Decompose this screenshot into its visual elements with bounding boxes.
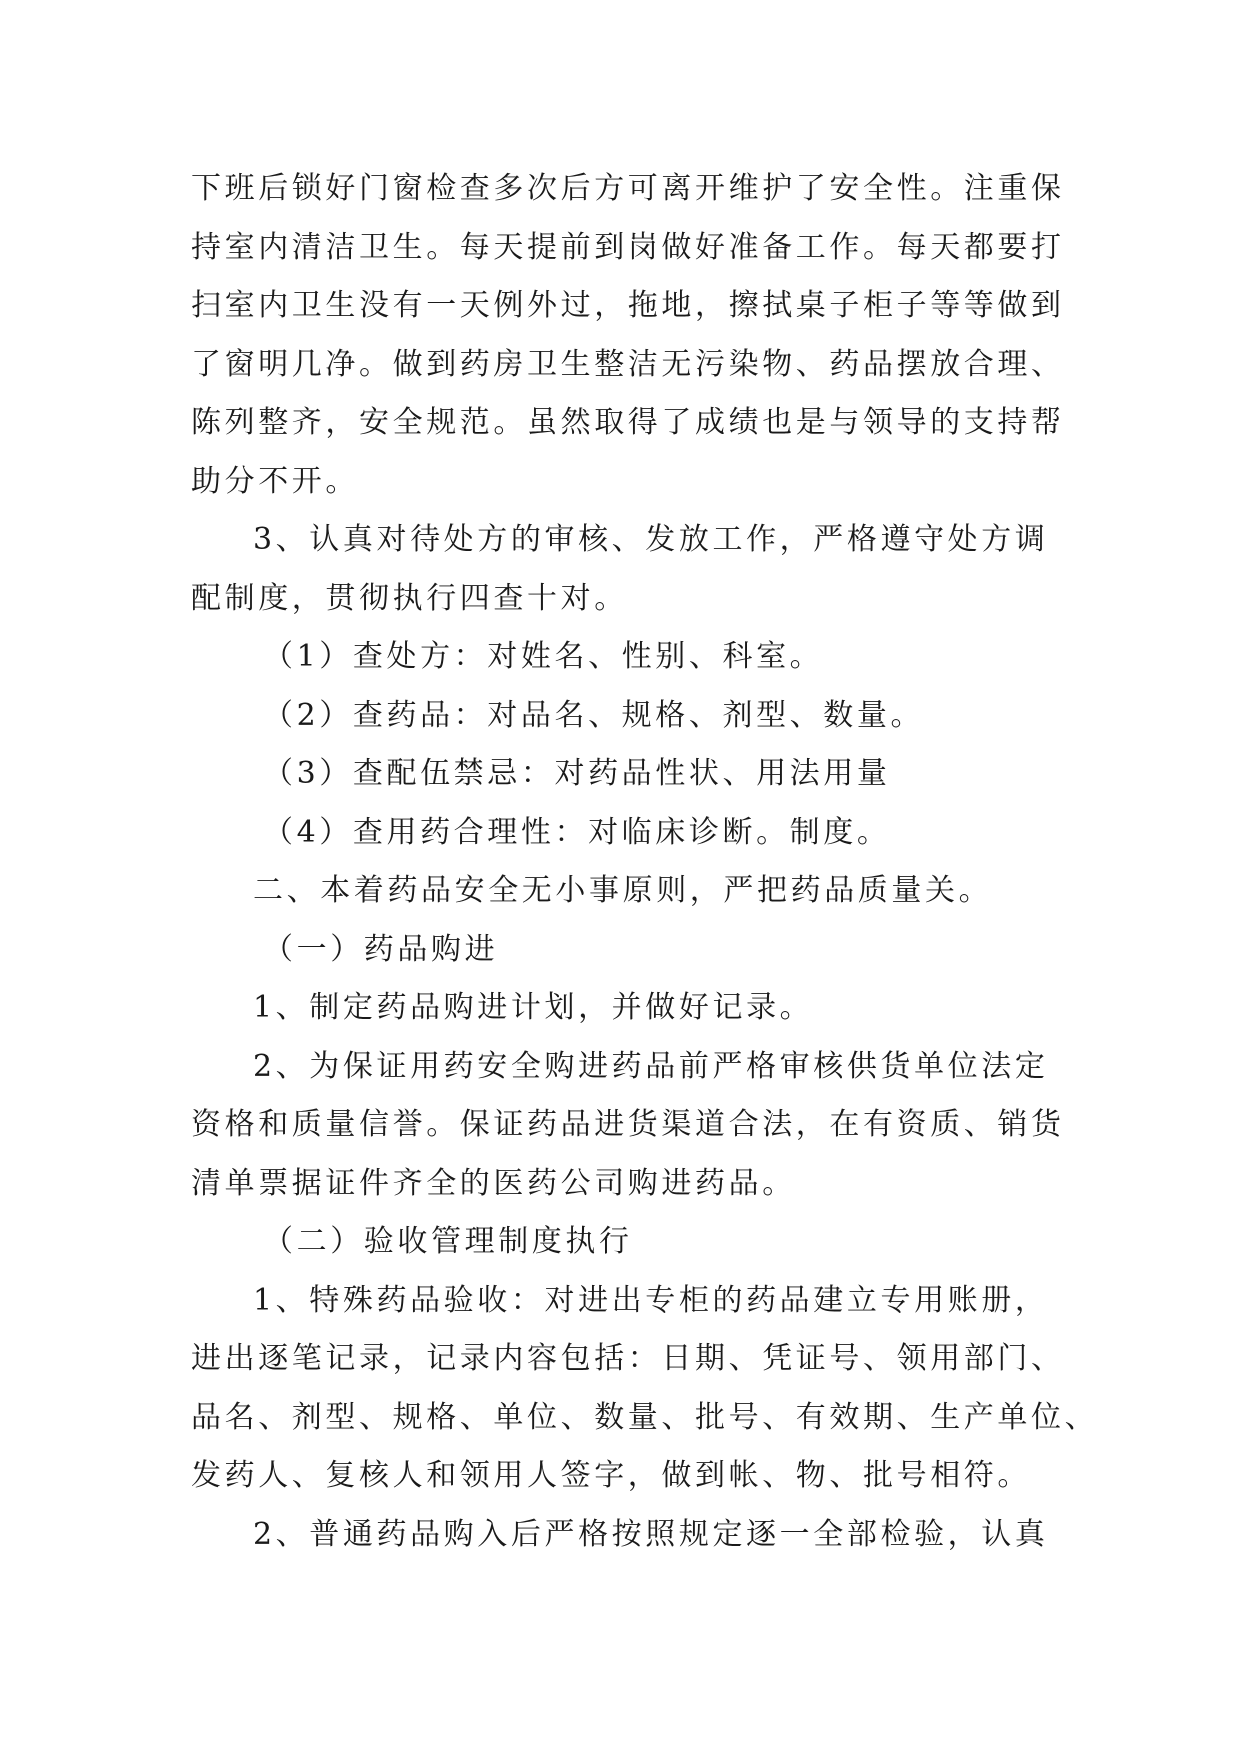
subsection-heading: （二）验收管理制度执行 — [263, 1224, 633, 1259]
document-body — [191, 160, 1099, 1564]
paragraph-start-line: 2、普通药品购入后严格按照规定逐一全部检验，认真 — [253, 1516, 1049, 1552]
list-item: （2）查药品：对品名、规格、剂型、数量。 — [263, 697, 925, 733]
text-line: 发药人、复核人和领用人签字，做到帐、物、批号相符。 — [191, 1458, 1031, 1493]
text-line: 清单票据证件齐全的医药公司购进药品。 — [191, 1165, 796, 1201]
paragraph-start-line: 2、为保证用药安全购进药品前严格审核供货单位法定 — [253, 1048, 1049, 1084]
text-line: 陈列整齐，安全规范。虽然取得了成绩也是与领导的支持帮 — [191, 405, 1065, 440]
list-item: （4）查用药合理性：对临床诊断。制度。 — [263, 814, 891, 850]
text-line: 助分不开。 — [191, 463, 359, 499]
list-item: （1）查处方：对姓名、性别、科室。 — [263, 639, 824, 674]
paragraph-start-line: 3、认真对待处方的审核、发放工作，严格遵守处方调 — [253, 522, 1049, 557]
text-line: 扫室内卫生没有一天例外过，拖地，擦拭桌子柜子等等做到 — [191, 288, 1065, 323]
text-line: 了窗明几净。做到药房卫生整洁无污染物、药品摆放合理、 — [191, 346, 1065, 382]
section-heading: 二、本着药品安全无小事原则，严把药品质量关。 — [253, 873, 993, 908]
paragraph-start-line: 1、特殊药品验收：对进出专柜的药品建立专用账册， — [253, 1282, 1049, 1318]
text-line: 品名、剂型、规格、单位、数量、批号、有效期、生产单位、 — [191, 1399, 1099, 1435]
subsection-heading: （一）药品购进 — [263, 931, 499, 967]
text-line: 资格和质量信誉。保证药品进货渠道合法，在有资质、销货 — [191, 1107, 1065, 1142]
text-line: 进出逐笔记录，记录内容包括：日期、凭证号、领用部门、 — [191, 1341, 1065, 1376]
paragraph-start-line: 1、制定药品购进计划，并做好记录。 — [253, 990, 814, 1025]
text-line: 下班后锁好门窗检查多次后方可离开维护了安全性。注重保 — [191, 171, 1065, 206]
text-line: 持室内清洁卫生。每天提前到岗做好准备工作。每天都要打 — [191, 229, 1065, 265]
list-item: （3）查配伍禁忌：对药品性状、用法用量 — [263, 756, 891, 791]
text-line: 配制度，贯彻执行四查十对。 — [191, 580, 628, 616]
